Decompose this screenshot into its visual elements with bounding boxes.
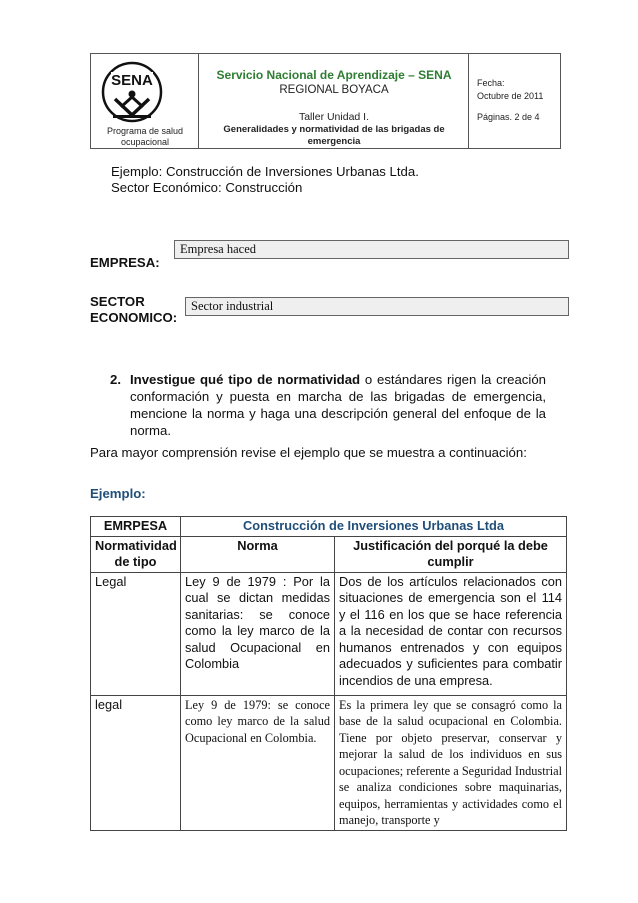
header-title-cell [199, 54, 469, 148]
program-caption [91, 126, 199, 148]
header-meta-cell [469, 54, 562, 148]
row2-justificacion: Es la primera ley que se consagró como la base de la salud ocupacional en Colombia. Tiene por objeto preservar, conservar y mejorar la salud de los individuos en sus ocupaciones; referente a Seguridad Industrial se analiza condiciones sobre maquinarias, equipos, herramientas y actividades como el manejo, transporte y [335, 695, 567, 830]
example-intro-line1: Ejemplo: Construcción de Inversiones Urbanas Ltda. [111, 164, 419, 179]
row2-norma: Ley 9 de 1979: se conoce como ley marco de la salud Ocupacional en Colombia. [181, 695, 335, 830]
sector-field[interactable]: Sector industrial [185, 297, 569, 316]
example-table [90, 516, 567, 831]
institution-title: Servicio Nacional de Aprendizaje – SENA [216, 68, 452, 82]
empresa-label: EMPRESA: [90, 255, 160, 270]
table-company-row [91, 517, 567, 537]
subject-title [205, 124, 463, 148]
col-norma-header: Norma [181, 536, 335, 572]
region-title: REGIONAL BOYACA [279, 84, 389, 96]
sector-label [90, 294, 177, 326]
program-line1: Programa de salud [106, 126, 184, 136]
instruction-text: Para mayor comprensión revise el ejemplo que se muestra a continuación: [90, 445, 527, 460]
company-header-cell: EMRPESA [91, 517, 181, 537]
table-header-row [91, 536, 567, 572]
subject-line1: Generalidades y normatividad de las brigadas de [223, 124, 445, 135]
example-intro-line2: Sector Económico: Construcción [111, 180, 303, 195]
table-row [91, 572, 567, 695]
subject-line2: emergencia [307, 136, 361, 147]
program-line2: ocupacional [120, 137, 170, 147]
logo-text: SENA [111, 72, 153, 89]
row1-norma: Ley 9 de 1979 : Por la cual se dictan medidas sanitarias: se conoce como la ley marco de la salud Ocupacional en Colombia [181, 572, 335, 695]
question-number: 2. [110, 372, 121, 387]
row1-tipo: Legal [91, 572, 181, 695]
question-bold-text: Investigue qué tipo de normatividad [130, 372, 361, 387]
question-2 [110, 371, 546, 439]
col-justificacion-header: Justificación del porqué la debe cumplir [335, 536, 567, 572]
sena-logo-icon [101, 61, 163, 123]
workshop-title: Taller Unidad I. [298, 111, 370, 123]
question-rest-text: o estándares rigen la creación conformación y puesta en marcha de las brigadas de emergencia, mencione la norma y haga una descripción general del enfoque de la norma. [130, 372, 546, 438]
example-heading: Ejemplo: [90, 486, 146, 501]
sector-label-line1: SECTOR [90, 294, 145, 309]
document-header [90, 53, 561, 149]
sector-label-line2: ECONOMICO: [90, 310, 178, 325]
date-label: Fecha: [477, 78, 505, 88]
page-count: Páginas. 2 de 4 [477, 112, 540, 122]
table-row [91, 695, 567, 830]
company-name-cell: Construcción de Inversiones Urbanas Ltda [181, 517, 567, 537]
row2-tipo: legal [91, 695, 181, 830]
sena-logo [101, 61, 163, 123]
row1-justificacion: Dos de los artículos relacionados con situaciones de emergencia son el 114 y el 116 en los que se hace referencia a la necesidad de contar con recursos humanos entrenados y con equipos adecuados y suficientes para combatir incendios de una empresa. [335, 572, 567, 695]
empresa-field[interactable]: Empresa haced [174, 240, 569, 259]
header-logo-cell [91, 54, 199, 148]
col-tipo-header: Normatividad de tipo [91, 536, 181, 572]
date-value: Octubre de 2011 [477, 91, 544, 101]
